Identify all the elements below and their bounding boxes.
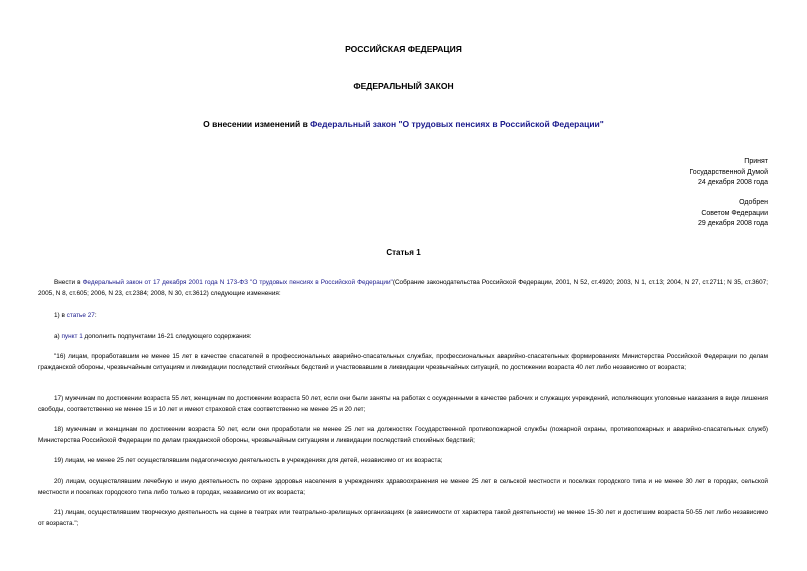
- accepted-block: [689, 157, 768, 189]
- subitem-19: 19) лицам, не менее 25 лет осуществлявшим педагогическую деятельность в учреждениях для детей, независимо от их возраста;: [54, 457, 443, 464]
- accepted-line: 24 декабря 2008 года: [697, 179, 768, 186]
- point-1-link[interactable]: пункт 1: [61, 333, 83, 340]
- item-1-paragraph: [38, 310, 768, 321]
- law-type-heading: ФЕДЕРАЛЬНЫЙ ЗАКОН: [353, 81, 454, 91]
- law-title: [0, 119, 807, 129]
- item-a-prefix: а): [54, 333, 62, 340]
- item-a-suffix: дополнить подпунктами 16-21 следующего содержания:: [82, 333, 252, 340]
- approved-line: 29 декабря 2008 года: [697, 220, 768, 227]
- subitem-17: 17) мужчинам по достижении возраста 55 лет, женщинам по достижении возраста 50 лет, если они были заняты на работах с осужденными в качестве рабочих и служащих учреждений, исполняющих уголовные наказания в виде лишения свободы, соответственно не менее 15 и 10 лет и имеют страховой стаж соответственно не менее 25 и 20 лет;: [38, 395, 768, 413]
- approved-line: Одобрен: [739, 199, 768, 206]
- article-27-link[interactable]: статье 27: [66, 312, 95, 319]
- federation-heading: РОССИЙСКАЯ ФЕДЕРАЦИЯ: [345, 44, 462, 54]
- intro-law-link[interactable]: Федеральный закон от 17 декабря 2001 года N 173-ФЗ "О трудовых пенсиях в Российской Федерации": [82, 279, 393, 286]
- subitem-16: "16) лицам, проработавшим не менее 15 лет в качестве спасателей в профессиональных аварийно-спасательных службах, профессиональных аварийно-спасательных формированиях Министерства Российской Федерации по делам гражданской обороны, чрезвычайным ситуациям и ликвидации последствий стихийных бедствий и участвовавшим в ликвидации чрезвычайных ситуаций, по достижении возраста 40 лет либо независимо от возраста;: [38, 353, 768, 371]
- approved-line: Советом Федерации: [701, 209, 768, 217]
- accepted-line: Государственной Думой: [689, 168, 768, 176]
- item-a-paragraph: [38, 331, 768, 342]
- intro-paragraph: [38, 277, 768, 299]
- article-heading: Статья 1: [386, 248, 421, 257]
- law-title-prefix: О внесении изменений в: [203, 119, 311, 129]
- item-1-suffix: :: [94, 312, 97, 319]
- subitem-18: 18) мужчинам и женщинам по достижении возраста 50 лет, если они проработали не менее 25 лет на должностях Государственной противопожарной службы (пожарной охраны, противопожарных и аварийно-спасательных служб) Министерства Российской Федерации по делам гражданской обороны, чрезвычайным ситуациям и ликвидации последствий стихийных бедствий;: [38, 426, 768, 444]
- intro-rest: (Собрание законодательства Российской Федерации, 2001, N 52, ст.4920; 2003, N 1, ст.13; 2004, N 27, ст.2711; N 35, ст.3607; 2005, N 8, ст.605; 2006, N 23, ст.2384; 2008, N 30, ст.3612) следующие изменения:: [38, 279, 768, 297]
- accepted-line: Принят: [744, 158, 768, 165]
- subitem-20: 20) лицам, осуществлявшим лечебную и иную деятельность по охране здоровья населения в учреждениях здравоохранения не менее 25 лет в сельской местности и поселках городского типа и не менее 30 лет в городах, сельской местности и поселках городского типа либо только в городах, независимо от их возраста;: [38, 478, 768, 496]
- approved-block: [698, 198, 768, 230]
- subitem-21: 21) лицам, осуществлявшим творческую деятельность на сцене в театрах или театрально-зрелищных организациях (в зависимости от характера такой деятельности) не менее 15-30 лет и достигшим возраста 50-55 лет либо независимо от возраста.";: [38, 509, 768, 527]
- item-1-prefix: 1) в: [54, 312, 67, 319]
- law-title-link[interactable]: Федеральный закон "О трудовых пенсиях в Российской Федерации": [310, 119, 604, 129]
- intro-prefix: Внести в: [54, 279, 83, 286]
